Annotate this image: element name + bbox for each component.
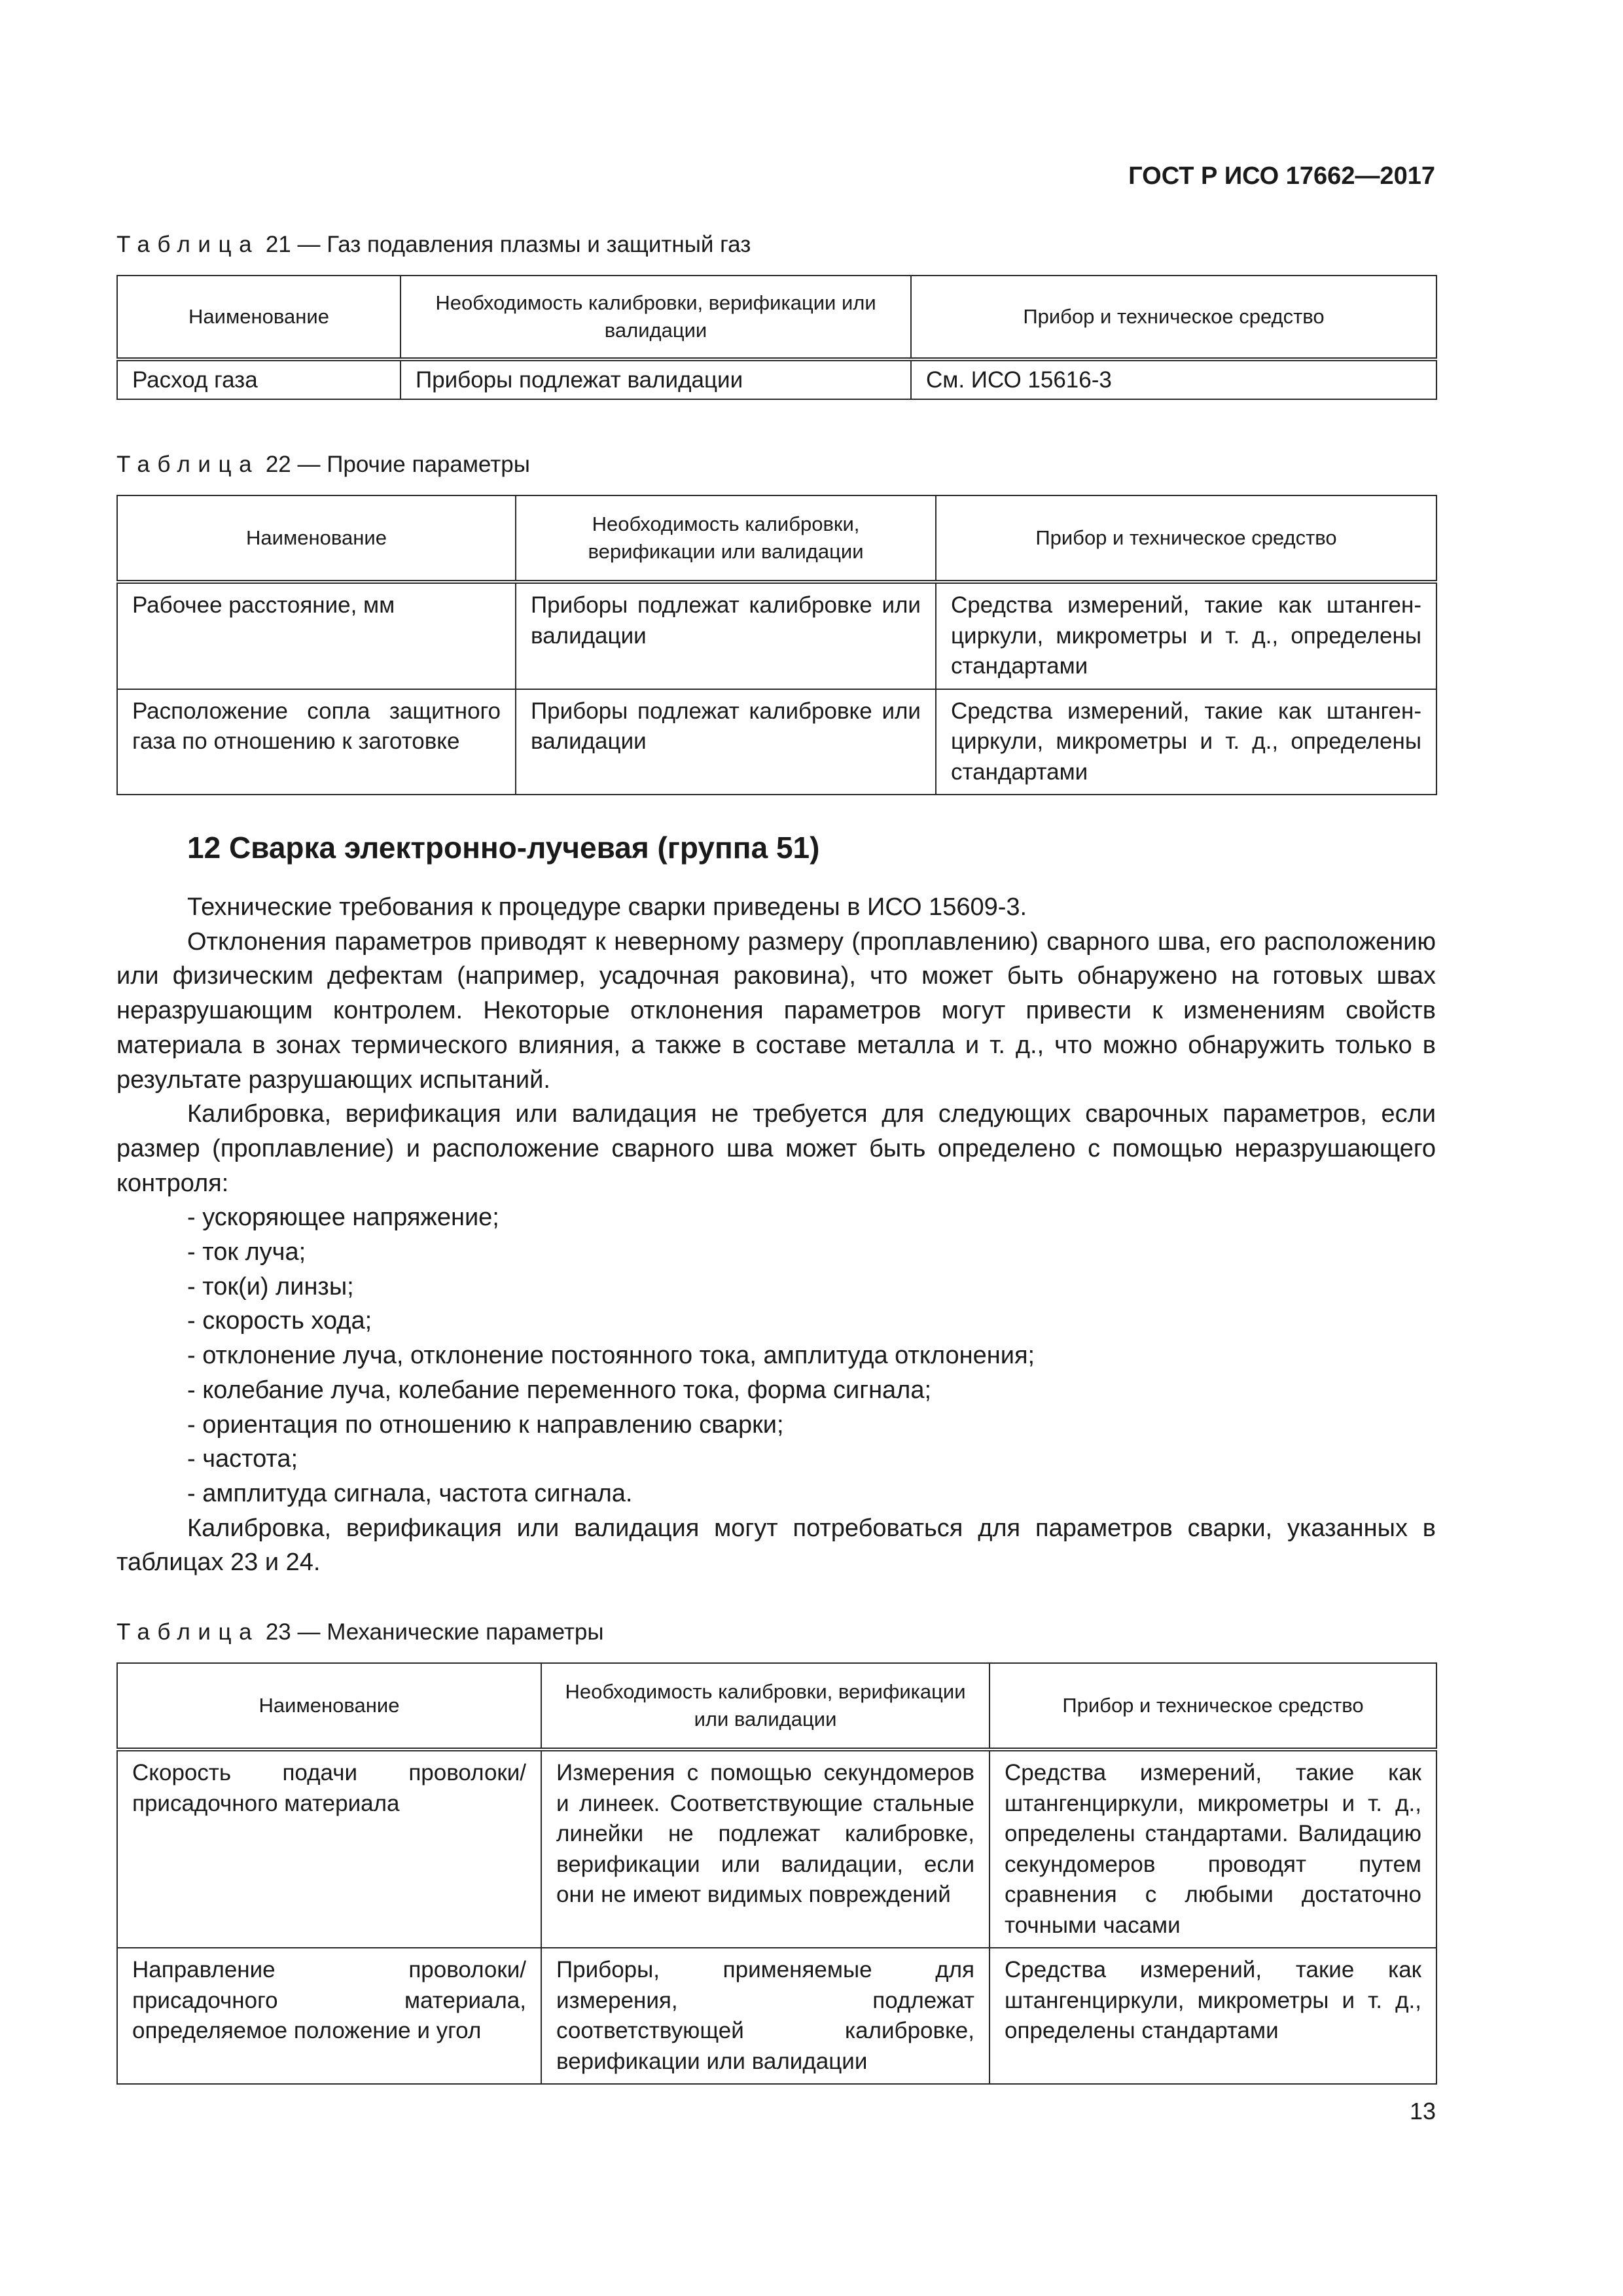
table-23-caption-text: 23 — Механические параметры <box>265 1619 604 1645</box>
cell-device: Средства измерений, такие как штангенциркули, микрометры и т. д., определены стандартами <box>936 582 1436 689</box>
column-header-device: Прибор и техническое средство <box>936 495 1436 582</box>
cell-need: Приборы подлежат калибровке или валидации <box>516 689 936 795</box>
table-22-caption-text: 22 — Прочие параметры <box>265 452 530 477</box>
table-row <box>117 1749 1436 1948</box>
table-22-caption-word: Таблица <box>116 452 260 477</box>
cell-device: Средства измерений, такие как штангенциркули, микрометры и т. д., определены стандартами <box>990 1948 1436 2084</box>
column-header-need: Необходимость калибровки, верификации или валидации <box>516 495 936 582</box>
paragraph: Отклонения параметров приводят к неверному размеру (проплавлению) сварного шва, его расположению или физическим дефектам (например, усадочная раковина), что может быть обнаружено на готовых швах неразрушающим контролем. Некоторые отклонения параметров могут привести к изменениям свойств материала в зонах термического влияния, а также в составе металла и т. д., что можно обнаружить только в результате разрушающих испытаний. <box>116 927 1436 1094</box>
list-item: - ток(и) линзы; <box>187 1272 354 1300</box>
table-22-caption <box>116 452 530 478</box>
cell-name: Рабочее расстояние, мм <box>117 582 516 689</box>
cell-name: Расположение сопла защитного газа по отношению к заготовке <box>117 689 516 795</box>
column-header-device: Прибор и техническое средство <box>990 1663 1436 1749</box>
table-row <box>117 689 1436 795</box>
table-row <box>117 359 1436 399</box>
table-23-caption-word: Таблица <box>116 1619 260 1645</box>
section-body <box>116 890 1436 1580</box>
column-header-need: Необходимость калибровки, верификации или валидации <box>401 276 911 359</box>
table-21-caption-text: 21 — Газ подавления плазмы и защитный газ <box>265 232 751 257</box>
table-22 <box>116 495 1437 795</box>
list-item: - отклонение луча, отклонение постоянного тока, амплитуда отклонения; <box>187 1342 1035 1370</box>
column-header-device: Прибор и техническое средство <box>911 276 1436 359</box>
paragraph: Калибровка, верификация или валидация не требуется для следующих сварочных параметров, если размер (проплавление) и расположение сварного шва может быть определено с помощью неразрушающего контроля: <box>116 1100 1436 1197</box>
cell-device: См. ИСО 15616-3 <box>911 359 1436 399</box>
cell-need: Приборы подлежат валидации <box>401 359 911 399</box>
list-item: - частота; <box>187 1445 298 1473</box>
paragraph: Калибровка, верификация или валидация могут потребоваться для параметров сварки, указанных в таблицах 23 и 24. <box>116 1514 1436 1577</box>
list-item: - амплитуда сигнала, частота сигнала. <box>187 1479 633 1507</box>
table-header-row <box>117 276 1436 359</box>
table-header-row <box>117 495 1436 582</box>
page-number: 13 <box>1409 2098 1436 2125</box>
table-21-caption <box>116 232 751 258</box>
cell-name: Направление проволоки/присадочного материала, определяемое положение и угол <box>117 1948 541 2084</box>
column-header-name: Наименование <box>117 495 516 582</box>
list-item: - ориентация по отношению к направлению сварки; <box>187 1410 784 1439</box>
cell-device: Средства измерений, такие как штангенциркули, микрометры и т. д., определены стандартами <box>936 689 1436 795</box>
paragraph: Технические требования к процедуре сварки приведены в ИСО 15609-3. <box>187 893 1027 921</box>
table-header-row <box>117 1663 1436 1749</box>
cell-name: Скорость подачи проволоки/присадочного материала <box>117 1749 541 1948</box>
parameter-list <box>116 1200 1436 1511</box>
table-21-caption-word: Таблица <box>116 232 260 257</box>
cell-need: Приборы подлежат калибровке или валидации <box>516 582 936 689</box>
list-item: - колебание луча, колебание переменного тока, форма сигнала; <box>187 1376 932 1404</box>
cell-name: Расход газа <box>117 359 401 399</box>
list-item: - скорость хода; <box>187 1307 372 1335</box>
table-row <box>117 582 1436 689</box>
section-title: 12 Сварка электронно-лучевая (группа 51) <box>187 831 820 865</box>
document-header-id: ГОСТ Р ИСО 17662—2017 <box>1128 162 1435 190</box>
column-header-need: Необходимость калибровки, верификации или валидации <box>541 1663 990 1749</box>
table-row <box>117 1948 1436 2084</box>
list-item: - ускоряющее напряжение; <box>187 1204 499 1232</box>
table-21 <box>116 275 1437 400</box>
cell-device: Средства измерений, такие как штангенциркули, микрометры и т. д., определены стандартами. Валидацию секундомеров проводят путем сравнения с любыми достаточно точными часами <box>990 1749 1436 1948</box>
table-23-caption <box>116 1619 604 1645</box>
column-header-name: Наименование <box>117 276 401 359</box>
cell-need: Приборы, применяемые для измерения, подлежат соответствующей калибровке, верификации или валидации <box>541 1948 990 2084</box>
list-item: - ток луча; <box>187 1238 306 1266</box>
table-23 <box>116 1662 1437 2085</box>
cell-need: Измерения с помощью секундомеров и линеек. Соответствующие стальные линейки не подлежат калибровке, верификации или валидации, если они не имеют видимых повреждений <box>541 1749 990 1948</box>
column-header-name: Наименование <box>117 1663 541 1749</box>
